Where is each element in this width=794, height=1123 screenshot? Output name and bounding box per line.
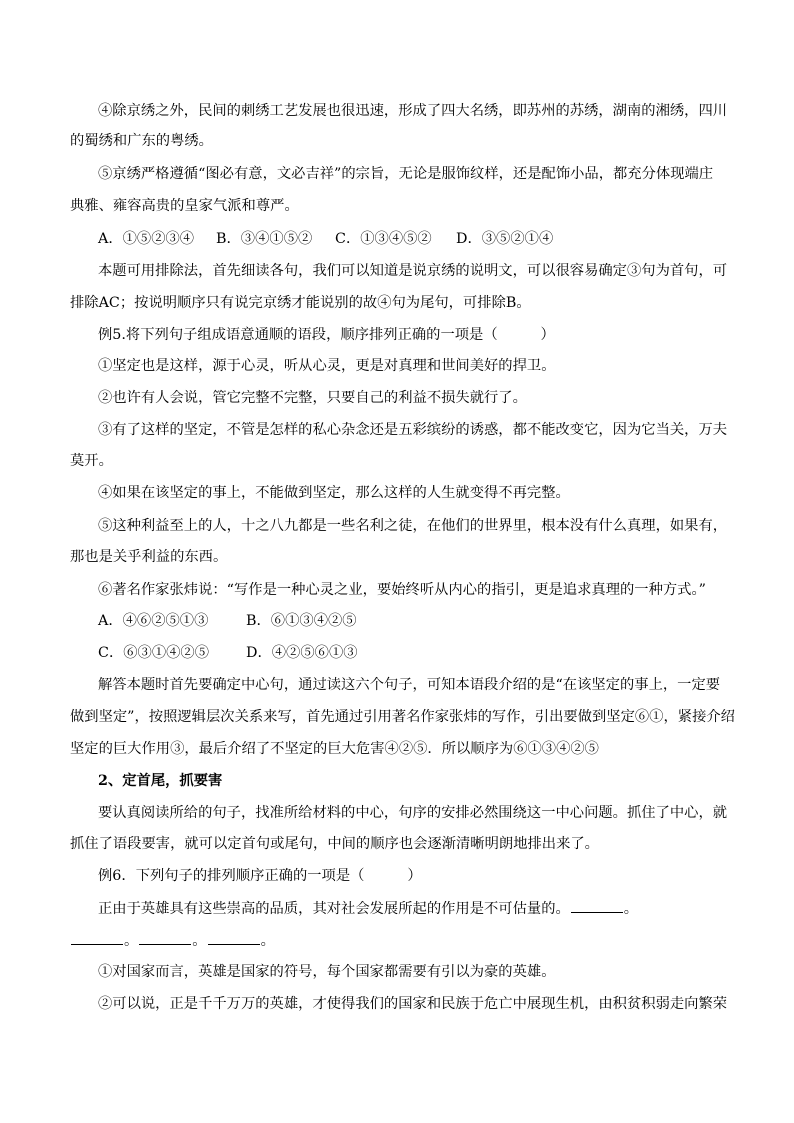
- q5-answer-line-3: 坚定的巨大作用③，最后介绍了不坚定的巨大危害④②⑤．所以顺序为⑥①③④②⑤: [70, 741, 599, 757]
- q5-sentence-6: ⑥著名作家张炜说：“写作是一种心灵之业，要始终听从内心的指引，更是追求真理的一种方式。”: [98, 582, 706, 598]
- answer-blank-3[interactable]: [139, 930, 191, 945]
- section-2-line-1: 要认真阅读所给的句子，找准所给材料的中心，句序的安排必然围绕这一中心问题。抓住了中心，就: [98, 805, 728, 821]
- q6-period-2: 。: [124, 933, 139, 949]
- q5-sentence-3-line-1: ③有了这样的坚定，不管是怎样的私心杂念还是五彩缤纷的诱惑，都不能改变它，因为它当关，万夫: [98, 422, 728, 438]
- q5-sentence-4: ④如果在该坚定的事上，不能做到坚定，那么这样的人生就变得不再完整。: [98, 485, 570, 501]
- q4-option-d: D．③⑤②①④: [456, 231, 554, 247]
- q5-sentence-5-line-2: 那也是关乎利益的东西。: [70, 549, 228, 565]
- q6-stem: 例6．下列句子的排列顺序正确的一项是（ ）: [98, 868, 422, 884]
- answer-blank-4[interactable]: [208, 930, 260, 945]
- q6-period-3: 。: [192, 933, 207, 949]
- q4-answer-line-2: 排除AC；按说明顺序只有说完京绣才能说别的故④句为尾句，可排除B。: [70, 295, 531, 311]
- answer-blank-1[interactable]: [571, 898, 623, 913]
- section-2-line-2: 抓住了语段要害，就可以定首句或尾句，中间的顺序也会逐渐清晰明朗地排出来了。: [70, 836, 599, 852]
- q6-intro: [98, 898, 638, 919]
- q5-option-c: C．⑥③①④②⑤: [98, 645, 210, 661]
- q5-option-d: D．④②⑤⑥①③: [246, 645, 358, 661]
- q6-blank-line: [70, 930, 275, 951]
- paragraph-4-line-1: ④除京绣之外，民间的刺绣工艺发展也很迅速，形成了四大名绣，即苏州的苏绣，湖南的湘绣，四川: [98, 103, 728, 119]
- q6-intro-text: 正由于英雄具有这些崇高的品质，其对社会发展所起的作用是不可估量的。: [98, 901, 570, 917]
- q4-option-c: C．①③④⑤②: [335, 231, 432, 247]
- section-2-heading: 2、定首尾，抓要害: [98, 773, 223, 789]
- q6-period-4: 。: [260, 933, 275, 949]
- answer-blank-2[interactable]: [71, 930, 123, 945]
- q5-answer-line-1: 解答本题时首先要确定中心句，通过读这六个句子，可知本语段介绍的是“在该坚定的事上，一定要: [98, 677, 721, 693]
- q5-answer-line-2: 做到坚定”，按照逻辑层次关系来写，首先通过引用著名作家张炜的写作，引出要做到坚定⑥①，紧接介绍: [70, 709, 735, 725]
- q5-stem: 例5.将下列句子组成语意通顺的语段，顺序排列正确的一项是（ ）: [98, 327, 555, 343]
- q5-sentence-5-line-1: ⑤这种利益至上的人，十之八九都是一些名利之徒，在他们的世界里，根本没有什么真理，如果有，: [98, 518, 728, 534]
- q5-option-a: A．④⑥②⑤①③: [98, 613, 209, 629]
- q6-sentence-1: ①对国家而言，英雄是国家的符号，每个国家都需要有引以为豪的英雄。: [98, 964, 556, 980]
- paragraph-5-line-2: 典雅、雍容高贵的皇家气派和尊严。: [70, 198, 299, 214]
- q4-option-b: B．③④①⑤②: [216, 231, 313, 247]
- q6-sentence-2: ②可以说，正是千千万万的英雄，才使得我们的国家和民族于危亡中展现生机，由积贫积弱走向繁荣: [98, 996, 728, 1012]
- q5-sentence-2: ②也许有人会说，管它完整不完整，只要自己的利益不损失就行了。: [98, 390, 527, 406]
- paragraph-5-line-1: ⑤京绣严格遵循“图必有意，文必吉祥”的宗旨，无论是服饰纹样，还是配饰小品，都充分体现端庄: [98, 166, 714, 182]
- q5-option-b: B．⑥①③④②⑤: [246, 613, 357, 629]
- q6-period-1: 。: [623, 901, 639, 917]
- q4-answer-line-1: 本题可用排除法，首先细读各句，我们可以知道是说京绣的说明文，可以很容易确定③句为首句，可: [98, 263, 728, 279]
- q4-option-a: A．①⑤②③④: [98, 231, 195, 247]
- paragraph-4-line-2: 的蜀绣和广东的粤绣。: [70, 133, 213, 149]
- q5-sentence-1: ①坚定也是这样，源于心灵，听从心灵，更是对真理和世间美好的捍卫。: [98, 358, 556, 374]
- q5-sentence-3-line-2: 莫开。: [70, 453, 113, 469]
